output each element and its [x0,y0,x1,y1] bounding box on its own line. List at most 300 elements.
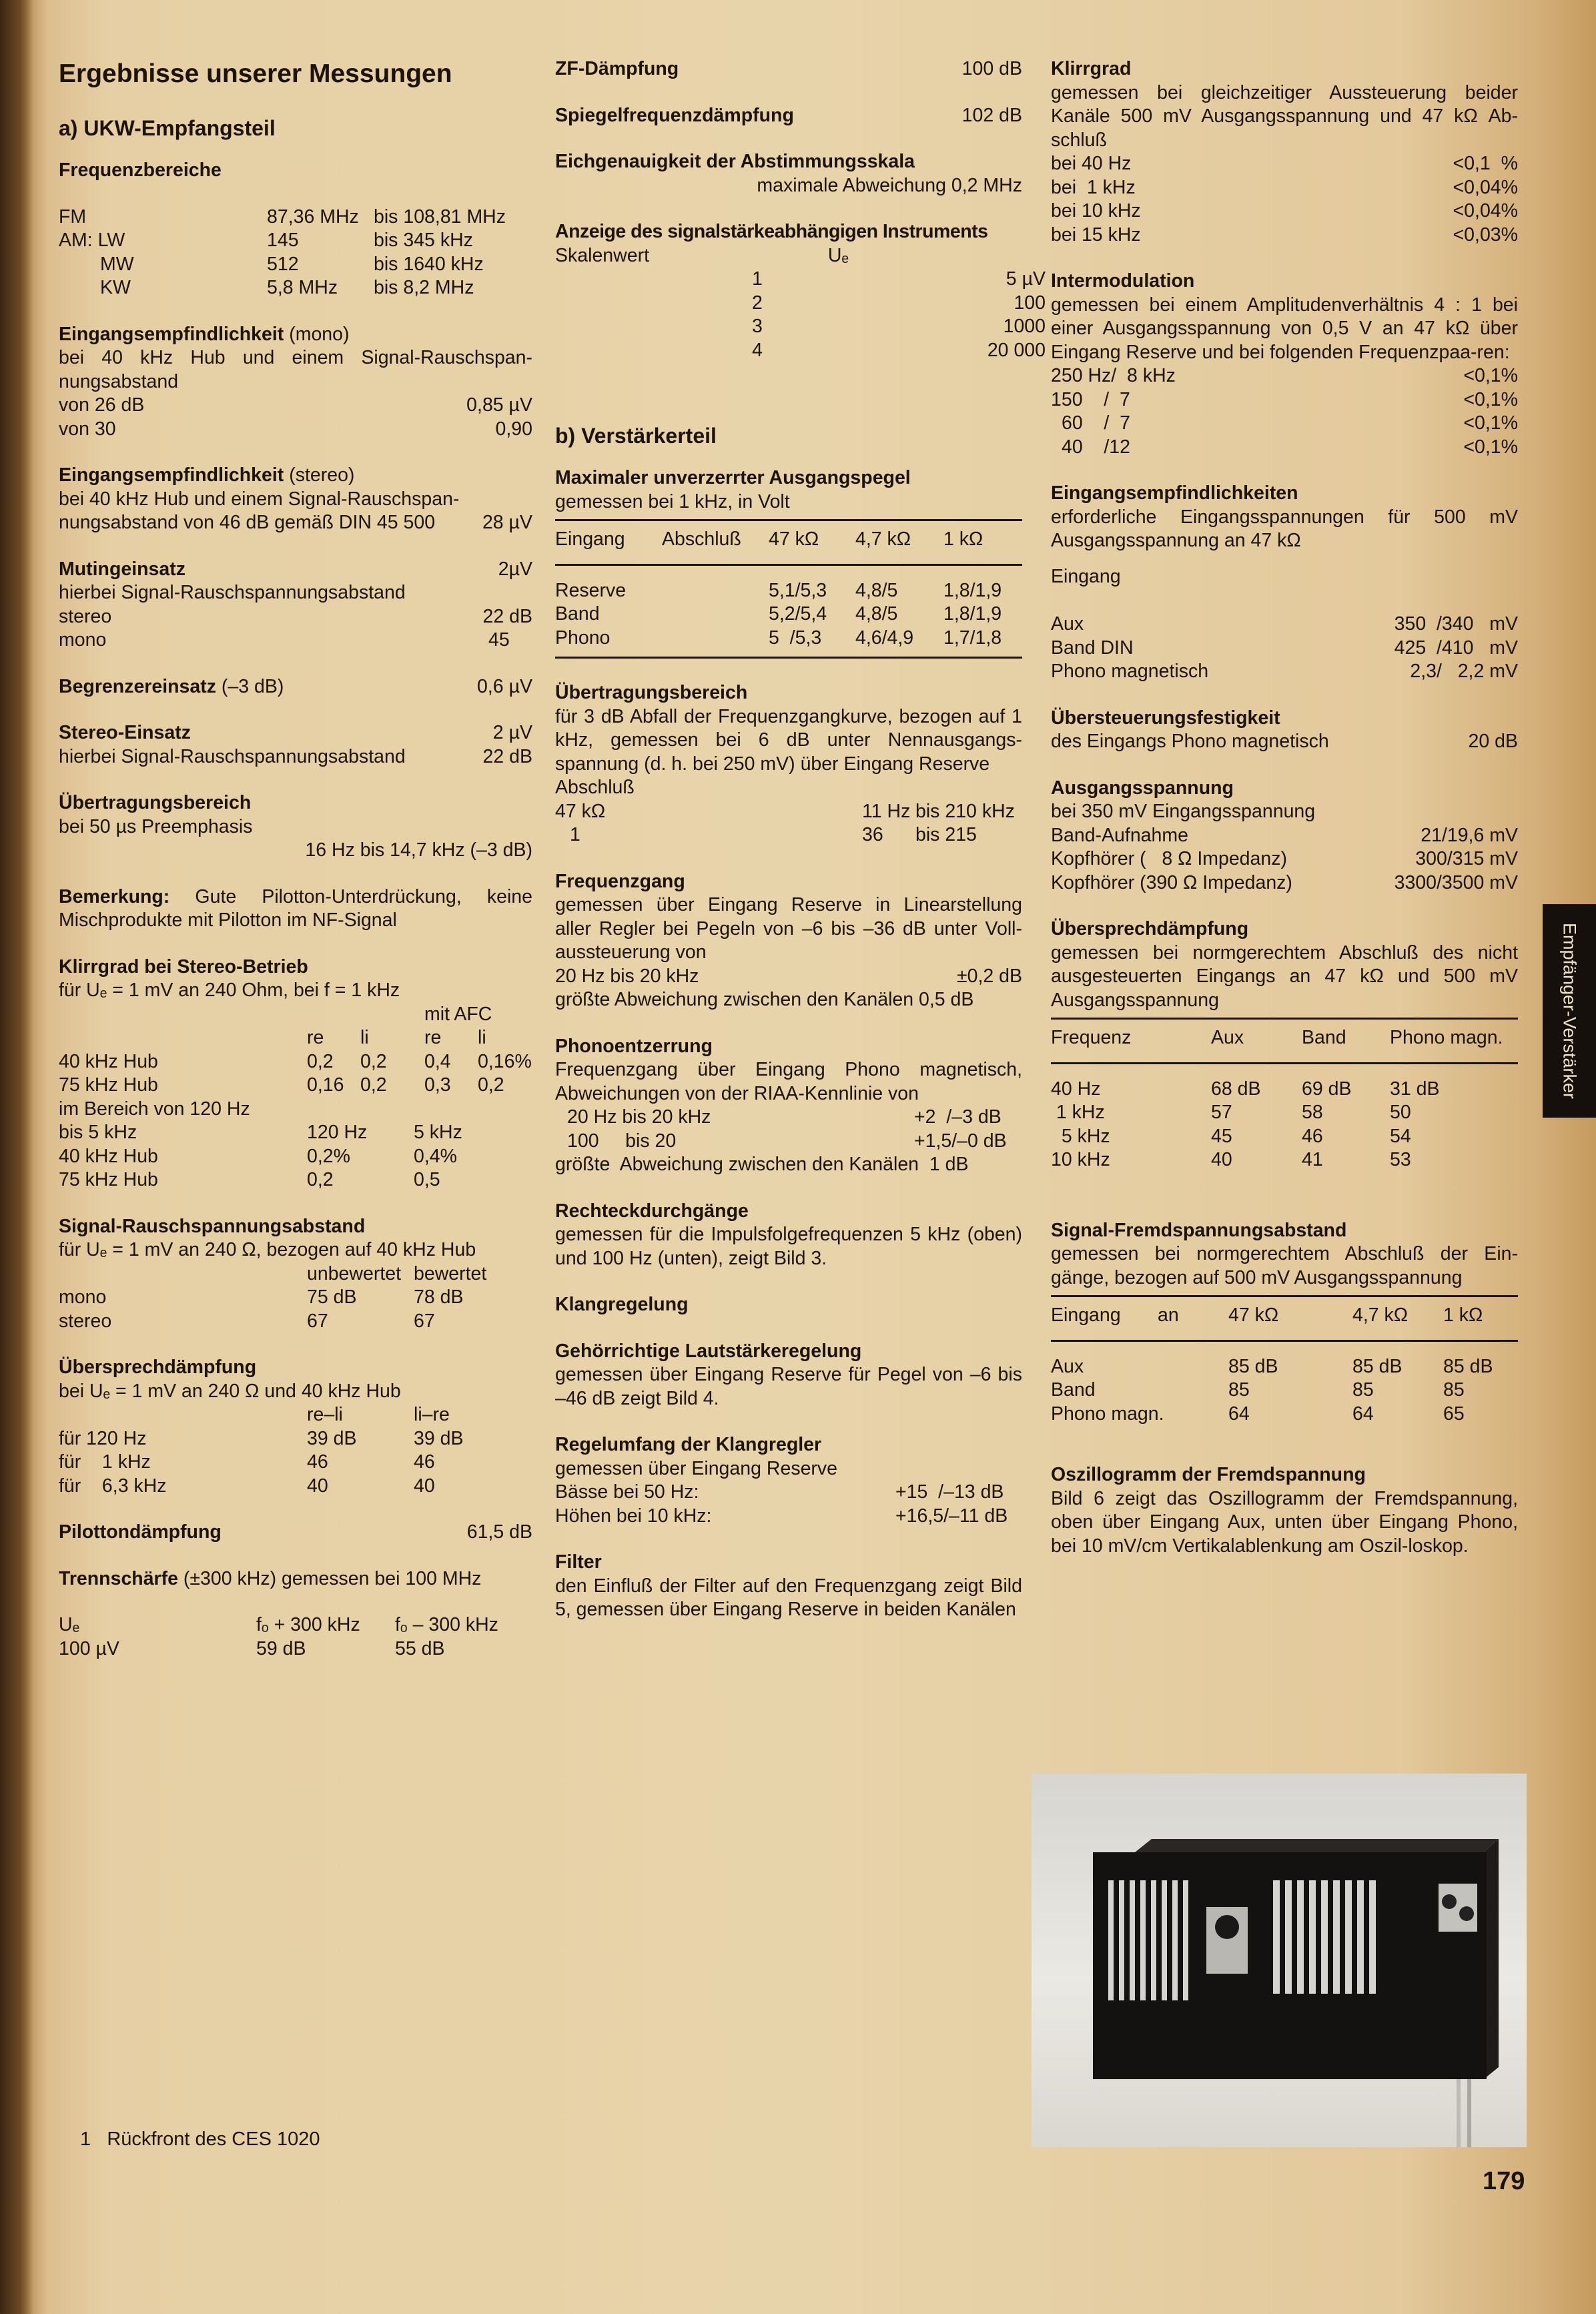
freq-band: MW [100,253,134,275]
tone-range-text: gemessen über Eingang Reserve [555,1457,838,1479]
cell: 1000 [1003,316,1046,337]
cell: 5 kHz [414,1122,462,1143]
col-header: li–re [414,1404,450,1425]
freq-response-text2: größte Abweichung zwischen den Kanälen 0,5 dB [555,989,974,1010]
figure-caption [80,2129,320,2151]
cell: 67 [307,1310,328,1332]
col-header: re [307,1027,324,1048]
cell: 0,2 [478,1074,504,1096]
row-label: Kopfhörer ( 8 Ω Impedanz) [1051,848,1287,869]
row-value: <0,1% [1463,365,1518,386]
cell: 0,4% [414,1145,457,1167]
muting-text: hierbei Signal-Rauschspannungsabstand [59,582,406,603]
cell: +2 /–3 dB [914,1106,1002,1128]
stereo-row [59,511,532,535]
mono-sensitivity-heading: Eingangsempfindlichkeit [59,323,284,345]
freq-response-heading: Frequenzgang [555,870,685,892]
selectivity-table [59,1613,532,1661]
cell: +16,5/–11 dB [895,1505,1008,1527]
row-label: von 30 [59,418,116,440]
imd-text: gemessen bei einem Amplitudenverhältnis 4 : 1 bei einer Ausgangsspannung von 0,5 V an 47 kΩ über Eingang Reserve und bei folgenden Frequenzpaa-ren: [1051,294,1518,363]
cell: 39 dB [414,1427,464,1449]
col-header: 1 kΩ [1443,1304,1483,1326]
input-sens-text: erforderliche Eingangsspannungen für 500 mV Ausgangsspannung an 47 kΩ [1051,506,1518,551]
amp-range-table [555,800,1022,847]
cell: 5 µV [1006,268,1046,290]
cell: 0,2 [307,1169,334,1190]
row-value: <0,03% [1453,224,1518,246]
stereo-distortion-text: für Uₑ = 1 mV an 240 Ohm, bei f = 1 kHz [59,980,400,1001]
overload-text: des Eingangs Phono magnetisch [1051,731,1329,752]
row-value: 0,85 µV [466,394,532,416]
col-header: 4,7 kΩ [1352,1304,1409,1326]
noise-ratio-table [1051,1342,1518,1427]
max-output-heading: Maximaler unverzerrter Ausgangspegel [555,467,911,488]
stereo-distortion-block [59,955,532,1192]
cell: 0,2 [360,1074,387,1096]
overload-heading: Übersteuerungsfestigkeit [1051,707,1280,729]
cell: 5,1/5,3 [769,579,827,601]
snr-heading: Signal-Rauschspannungsabstand [59,1215,366,1237]
cell: 0,3 [424,1074,451,1096]
max-output-table [555,566,1022,657]
connector-icon [1215,1915,1239,1939]
row-value: 21/19,6 mV [1421,824,1518,846]
row-value: <0,04% [1453,200,1518,222]
cell: 0,5 [414,1169,440,1190]
cell: 5 kHz [1051,1125,1110,1147]
speaker-terminal [1439,1884,1477,1932]
row-value: <0,1% [1463,436,1518,458]
cell: 4,8/5 [855,603,898,625]
col-header: Uₑ [59,1614,80,1635]
cell: 67 [414,1310,435,1332]
phono-eq-text: Frequenzgang über Eingang Phono magnetisch, Abweichungen von der RIAA-Kennlinie von [555,1059,1022,1104]
cell: 40 Hz [1051,1078,1101,1100]
cell: 40 kHz Hub [59,1145,158,1167]
row-label: 40 /12 [1062,436,1130,458]
meter-heading: Anzeige des signalstärkeabhängigen Instruments [555,221,988,242]
row-label: 60 / 7 [1062,412,1130,434]
row-value: 22 dB [482,605,532,627]
stereo-distortion-heading: Klirrgrad bei Stereo-Betrieb [59,955,308,978]
cell: 5 /5,3 [769,627,822,649]
image-rejection-value: 102 dB [961,104,1022,126]
cell: stereo [59,1310,112,1332]
row-label: Kopfhörer (390 Ω Impedanz) [1051,871,1292,893]
cell: 0,2 [307,1050,334,1072]
row-value: 28 µV [482,512,532,533]
row-label: 250 Hz/ 8 kHz [1051,365,1176,386]
cell: 120 Hz [307,1122,368,1143]
mono-sensitivity-block [59,323,532,442]
column-right [1051,57,1518,1581]
col-header: Skalenwert [555,244,649,266]
col-header: 4,7 kΩ [855,528,911,550]
cell: 10 kHz [1051,1149,1110,1170]
cell: 75 kHz Hub [59,1074,158,1096]
cell: 1 [570,824,580,845]
cell: 46 [307,1451,328,1473]
cell: 85 dB [1228,1355,1278,1377]
freq-response-block [555,870,1022,1012]
if-rejection-block [555,57,1022,81]
col-header: Eingang [555,528,625,550]
cell: +15 /–13 dB [895,1481,1004,1503]
input-sens-heading: Eingangsempfindlichkeiten [1051,482,1298,504]
cell: 4 [752,339,763,361]
cell: 58 [1302,1102,1323,1123]
cell: 0,2 [360,1050,387,1072]
cell: 100 bis 20 [567,1130,677,1152]
input-sens-block [1051,482,1518,684]
square-wave-block [555,1200,1022,1271]
cell: 0,16 [307,1074,344,1096]
stereo-onset-text: hierbei Signal-Rauschspannungsabstand [59,745,406,767]
cell: 1 [752,268,763,290]
noise-ratio-header [1051,1297,1518,1340]
amp-crosstalk-heading: Übersprechdämpfung [1051,918,1249,939]
cell: 85 dB [1352,1355,1403,1377]
row-value: 2,3/ 2,2 mV [1410,661,1518,682]
row-value: ±0,2 dB [956,965,1022,987]
tone-control-heading: Klangregelung [555,1294,689,1315]
col-header: fₒ + 300 kHz [256,1614,360,1635]
caption-number: 1 [80,2129,91,2150]
row-label: Band-Aufnahme [1051,824,1188,846]
cell: Phono magn. [1051,1403,1164,1425]
vent-slots-right [1273,1880,1376,1994]
thd-text: gemessen bei gleichzeitiger Aussteuerung beider Kanäle 500 mV Ausgangsspannung und 47 kΩ Ab-schluß [1051,81,1518,151]
stereo-onset-heading: Stereo-Einsatz [59,722,191,743]
row-label: Band DIN [1051,637,1134,659]
freq-to: bis 345 kHz [374,230,473,251]
cell: 59 dB [256,1637,306,1659]
row-value: 0,90 [495,418,532,440]
mono-row [59,394,532,418]
row-value: <0,1% [1463,412,1518,434]
cell: 57 [1211,1102,1232,1123]
cell: bis 5 kHz [59,1122,137,1143]
row-label: 150 / 7 [1051,388,1130,410]
stereo-onset-value: 2 µV [492,722,532,743]
amp-range-text: für 3 dB Abfall der Frequenzgangkurve, bezogen auf 1 kHz, gemessen bei 6 dB unter Nennausgangs-spannung (d. h. bei 250 mV) über Eingang Reserve [555,705,1022,775]
cell: 20 Hz bis 20 kHz [567,1106,711,1128]
cell: 64 [1352,1403,1374,1425]
stereo-onset-value2: 22 dB [482,745,532,767]
row-value: 3300/3500 mV [1394,871,1518,893]
cell: 4,8/5 [855,579,898,601]
imd-block [1051,270,1518,459]
cell: 31 dB [1390,1078,1440,1100]
cell: 85 [1352,1379,1374,1401]
frequency-response-text: bei 50 µs Preemphasis [59,815,253,837]
col-header: re [424,1027,442,1048]
remark-block [59,885,532,933]
calibration-block [555,150,1022,198]
freq-to: bis 1640 kHz [374,253,484,275]
cell: 46 [414,1451,435,1473]
cell: Band [1051,1379,1096,1401]
page-number: 179 [1483,2167,1525,2195]
cell: Bässe bei 50 Hz: [555,1481,699,1503]
cell: 3 [752,316,763,337]
cell: 40 [1211,1149,1232,1170]
cell: 69 dB [1302,1078,1352,1100]
col-header: Phono magn. [1390,1027,1503,1048]
freq-from: 87,36 MHz [267,206,359,228]
muting-block [59,558,532,653]
square-wave-text: gemessen für die Impulsfolgefrequenzen 5 kHz (oben) und 100 Hz (unten), zeigt Bild 3. [555,1224,1022,1269]
cell: 55 dB [395,1637,445,1659]
remark-text: Gute Pilotton-Unterdrückung, keine Mischprodukte mit Pilotton im NF-Signal [59,885,532,931]
stereo-distortion-range: im Bereich von 120 Hz [59,1098,250,1120]
freq-band: FM [59,206,87,228]
column-left [59,57,532,1683]
row-value: <0,1% [1463,388,1518,410]
output-voltage-text: bei 350 mV Eingangsspannung [1051,801,1316,822]
cell: 41 [1302,1149,1323,1170]
pilot-heading: Pilottondämpfung [59,1521,222,1543]
row-value: <0,1 % [1453,153,1518,174]
stereo-distortion-table [59,1003,532,1098]
col-header: Frequenz [1051,1027,1132,1048]
freq-from: 5,8 MHz [267,277,338,298]
noise-ratio-block [1051,1219,1518,1427]
cell: für 6,3 kHz [59,1475,167,1497]
freq-to: bis 108,81 MHz [374,206,506,228]
column-middle [555,57,1046,1645]
row-value: 425 /410 mV [1394,637,1518,659]
row-label: Phono magnetisch [1051,661,1209,682]
row-label: bei 15 kHz [1051,224,1141,246]
cell: 4,6/4,9 [855,627,914,649]
max-output-header [555,521,1022,564]
row-label: bei 1 kHz [1051,176,1136,198]
cell: 40 kHz Hub [59,1050,158,1072]
tone-range-heading: Regelumfang der Klangregler [555,1434,822,1455]
muting-row [59,629,532,653]
noise-ratio-heading: Signal-Fremdspannungsabstand [1051,1219,1347,1241]
cell: 54 [1390,1125,1411,1147]
amp-range-heading: Übertragungsbereich [555,682,748,703]
cell: 0,2% [307,1145,350,1167]
row-label: mono [59,629,107,651]
overload-block [1051,707,1518,754]
cell: 85 [1443,1379,1465,1401]
muting-row [59,605,532,629]
frequency-ranges-block [59,159,532,300]
cell: 40 [307,1475,328,1497]
snr-table [59,1262,532,1334]
snr-text: für Uₑ = 1 mV an 240 Ω, bezogen auf 40 kHz Hub [59,1239,476,1260]
crosstalk-table [59,1403,532,1498]
cell: 5,2/5,4 [769,603,827,625]
row-value: 300/315 mV [1415,848,1518,869]
cell: 85 [1228,1379,1250,1401]
cell: 100 µV [59,1637,119,1659]
cell: Reserve [555,579,627,601]
pilot-block [59,1521,532,1545]
row-value: 45 [488,629,510,651]
cell: Phono [555,627,611,649]
cell: 75 dB [307,1286,357,1308]
freq-to: bis 8,2 MHz [374,277,474,298]
square-wave-heading: Rechteckdurchgänge [555,1200,749,1222]
cell: 65 [1443,1403,1465,1425]
max-output-block [555,466,1022,659]
limiter-heading: Begrenzereinsatz [59,675,217,697]
calibration-text: maximale Abweichung 0,2 MHz [757,174,1022,196]
stereo-distortion-table2 [59,1121,532,1192]
crosstalk-text: bei Uₑ = 1 mV an 240 Ω und 40 kHz Hub [59,1380,401,1402]
row-label: bei 40 Hz [1051,153,1132,174]
snr-block [59,1215,532,1334]
frequency-ranges-heading: Frequenzbereiche [59,159,222,181]
meter-values [752,268,1046,362]
amp-crosstalk-table [1051,1064,1518,1172]
stereo-sensitivity-block [59,464,532,535]
oscillogram-text: Bild 6 zeigt das Oszillogramm der Fremdspannung, oben über Eingang Aux, unten über Eingang Phono, bei 10 mV/cm Vertikalablenkung am Oszil-loskop. [1051,1487,1518,1557]
cell: 47 kΩ [555,800,606,822]
col-header: re–li [307,1404,343,1425]
stereo-suffix: (stereo) [284,464,355,486]
oscillogram-block [1051,1463,1518,1558]
row-label: Aux [1051,613,1084,635]
remark-heading: Bemerkung: [59,885,170,907]
cell: für 1 kHz [59,1451,151,1473]
cell: Aux [1051,1355,1084,1377]
cell: bis 215 [915,824,977,845]
cell: 46 [1302,1125,1323,1147]
tone-range-block [555,1433,1022,1528]
col-header: Band [1302,1027,1346,1048]
thd-block [1051,57,1518,247]
col-header: 1 kΩ [943,528,983,550]
oscillogram-heading: Oszillogramm der Fremdspannung [1051,1464,1366,1485]
cell: 78 dB [414,1286,464,1308]
meter-block [555,220,1046,362]
col-header: unbewertet [307,1262,402,1284]
crosstalk-heading: Übersprechdämpfung [59,1357,257,1378]
calibration-heading: Eichgenauigkeit der Abstimmungsskala [555,151,915,172]
cell: Band [555,603,600,625]
row-label: nungsabstand von 46 dB gemäß DIN 45 500 [59,512,436,533]
section-b-heading: b) Verstärkerteil [555,424,717,448]
row-label: von 26 dB [59,394,145,416]
col-header: li [360,1027,369,1048]
cell: 2 [752,292,763,314]
cell: 11 Hz [862,800,911,822]
amp-range-termination: Abschluß [555,777,635,798]
frequency-response-block [59,791,532,863]
row-value: <0,04% [1453,176,1518,198]
cell: 20 000 [987,339,1046,361]
col-header: Abschluß [662,528,741,550]
freq-response-text: gemessen über Eingang Reserve in Linearstellung aller Regler bei Pegeln von –6 bis –36 dB unter Voll-aussteuerung von [555,894,1022,963]
if-rejection-heading: ZF-Dämpfung [555,58,679,79]
limiter-block [59,675,532,699]
section-a-heading: a) UKW-Empfangsteil [59,116,276,140]
col-header: 47 kΩ [769,528,819,550]
pilot-value: 61,5 dB [466,1521,532,1543]
section-side-tab [1543,904,1596,1118]
cell: 36 [862,824,883,845]
col-header: Eingang [1051,1304,1121,1326]
phono-eq-text2: größte Abweichung zwischen den Kanälen 1 dB [555,1154,969,1175]
cell: bis 210 kHz [915,800,1015,822]
loudness-block [555,1340,1022,1411]
amp-crosstalk-header [1051,1020,1518,1062]
output-voltage-heading: Ausgangsspannung [1051,777,1234,799]
muting-value: 2µV [498,558,532,580]
caption-text: Rückfront des CES 1020 [107,2129,320,2150]
overload-value: 20 dB [1468,731,1518,752]
cell: 64 [1228,1403,1250,1425]
freq-from: 512 [267,253,299,275]
terminal-screw-icon [1442,1894,1457,1909]
loudness-text: gemessen über Eingang Reserve für Pegel von –6 bis –46 dB zeigt Bild 4. [555,1364,1022,1409]
filter-heading: Filter [555,1551,602,1573]
phono-eq-heading: Phonoentzerrung [555,1035,713,1057]
cell: Höhen bei 10 kHz: [555,1505,712,1527]
frequency-response-value: 16 Hz bis 14,7 kHz (–3 dB) [305,839,532,861]
side-tab-label: Empfänger-Verstärker [1559,922,1580,1100]
loudness-heading: Gehörrichtige Lautstärkeregelung [555,1340,862,1362]
cell: 1 kHz [1051,1102,1105,1123]
col-header: Aux [1211,1027,1244,1048]
cell: 1,7/1,8 [943,627,1002,649]
binding-shadow [0,0,33,2314]
image-rejection-heading: Spiegelfrequenzdämpfung [555,104,794,126]
amp-crosstalk-block [1051,917,1518,1172]
tone-range-table [555,1481,1022,1528]
cell: 40 [414,1475,435,1497]
row-label: 20 Hz bis 20 kHz [555,965,699,987]
freq-band: KW [100,277,131,298]
selectivity-heading: Trennschärfe [59,1567,178,1589]
cell: 85 dB [1443,1355,1493,1377]
cell: 75 kHz Hub [59,1169,158,1190]
cell: 1,8/1,9 [943,579,1002,601]
image-rejection-block [555,104,1022,128]
row-label: bei 10 kHz [1051,200,1141,222]
cell: 100 [1014,292,1046,314]
row-label: stereo [59,605,112,627]
input-sens-label: Eingang [1051,565,1121,587]
noise-ratio-text: gemessen bei normgerechtem Abschluß der Ein-gänge, bezogen auf 500 mV Ausgangsspannung [1051,1243,1518,1288]
limiter-value: 0,6 µV [477,675,532,697]
stereo-sensitivity-text: bei 40 kHz Hub und einem Signal-Rauschspan- [59,488,460,510]
mono-sensitivity-text: bei 40 kHz Hub und einem Signal-Rauschspan-nungsabstand [59,347,532,392]
col-header: li [478,1027,486,1048]
output-voltage-block [1051,777,1518,895]
cell: 68 dB [1211,1078,1261,1100]
cell: 50 [1390,1102,1411,1123]
filter-text: den Einfluß der Filter auf den Frequenzgang zeigt Bild 5, gemessen über Eingang Reserve in beiden Kanälen [555,1575,1022,1620]
freq-band: AM: LW [59,230,125,251]
amplifier-illustration [1032,1774,1527,2147]
amp-crosstalk-text: gemessen bei normgerechtem Abschluß des nicht ausgesteuerten Eingangs an 47 kΩ und 500 mV Ausgangsspannung [1051,941,1518,1011]
meter-table [555,244,1022,268]
cell: 39 dB [307,1427,357,1449]
col-header: 47 kΩ [1228,1304,1279,1326]
cell: +1,5/–0 dB [914,1130,1007,1152]
max-output-text: gemessen bei 1 kHz, in Volt [555,490,790,512]
crosstalk-block [59,1356,532,1498]
col-header: fₒ – 300 kHz [395,1614,498,1635]
cell: für 120 Hz [59,1427,147,1449]
